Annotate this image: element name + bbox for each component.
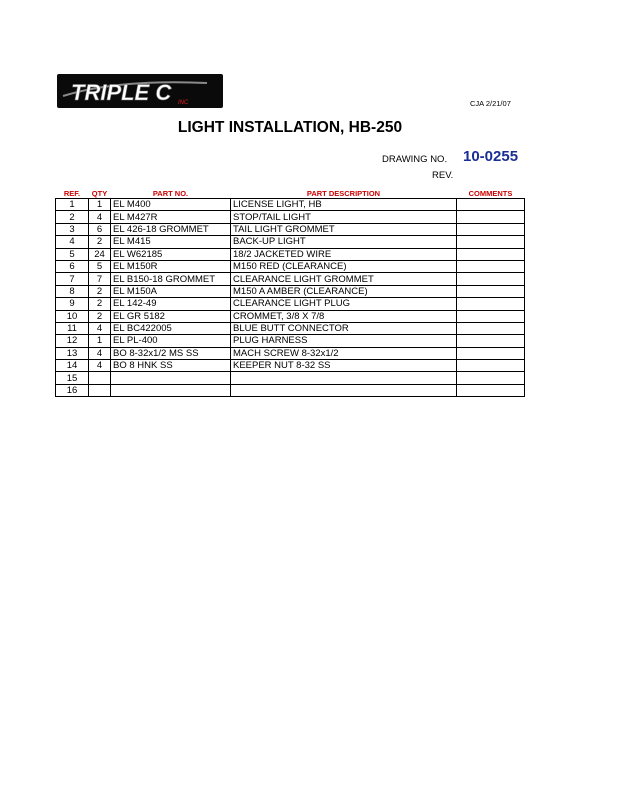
cell-comments — [457, 248, 525, 260]
logo-text: TRIPLE C — [71, 80, 172, 105]
cell-part-no: EL M400 — [111, 199, 231, 211]
cell-ref: 10 — [56, 310, 89, 322]
cell-comments — [457, 199, 525, 211]
cell-ref: 8 — [56, 285, 89, 297]
cell-qty: 4 — [89, 347, 111, 359]
table-row — [56, 347, 525, 359]
cell-qty: 1 — [89, 335, 111, 347]
column-header-comments: COMMENTS — [468, 188, 513, 198]
triple-c-logo — [57, 74, 223, 108]
page-title: LIGHT INSTALLATION, HB-250 — [177, 119, 403, 136]
cell-comments — [457, 360, 525, 372]
cell-part-no: EL 142-49 — [111, 298, 231, 310]
table-row — [56, 223, 525, 235]
drawing-number-label: DRAWING NO. — [382, 154, 448, 165]
cell-ref: 2 — [56, 211, 89, 223]
table-row — [56, 285, 525, 297]
cell-qty: 2 — [89, 310, 111, 322]
cell-ref: 5 — [56, 248, 89, 260]
cell-comments — [457, 236, 525, 248]
logo-sub-text: INC — [178, 100, 189, 106]
revision-label: REV. — [432, 170, 454, 181]
cell-qty: 4 — [89, 360, 111, 372]
cell-part-no: BO 8 HNK SS — [111, 360, 231, 372]
cell-ref: 12 — [56, 335, 89, 347]
cell-qty: 1 — [89, 199, 111, 211]
column-header-part-no: PART NO. — [152, 188, 189, 198]
cell-description: LICENSE LIGHT, HB — [231, 199, 457, 211]
table-row — [56, 211, 525, 223]
table-row — [56, 260, 525, 272]
cell-comments — [457, 347, 525, 359]
cell-part-no: EL PL-400 — [111, 335, 231, 347]
cell-ref: 6 — [56, 260, 89, 272]
table-row — [56, 273, 525, 285]
table-row — [56, 199, 525, 211]
cell-part-no — [111, 372, 231, 384]
cell-ref: 15 — [56, 372, 89, 384]
cell-ref: 4 — [56, 236, 89, 248]
table-row — [56, 248, 525, 260]
cell-qty: 6 — [89, 223, 111, 235]
cell-ref: 3 — [56, 223, 89, 235]
table-row — [56, 322, 525, 334]
cell-comments — [457, 285, 525, 297]
cell-description: CROMMET, 3/8 X 7/8 — [231, 310, 457, 322]
table-row — [56, 360, 525, 372]
drawing-number: 10-0255 — [463, 148, 519, 165]
cell-qty: 4 — [89, 322, 111, 334]
cell-description: BACK-UP LIGHT — [231, 236, 457, 248]
cell-comments — [457, 273, 525, 285]
cell-part-no: EL M150A — [111, 285, 231, 297]
table-row — [56, 236, 525, 248]
cell-comments — [457, 384, 525, 396]
cell-ref: 11 — [56, 322, 89, 334]
column-header-ref: REF. — [63, 188, 81, 198]
table-row — [56, 310, 525, 322]
table-row — [56, 298, 525, 310]
cell-qty — [89, 372, 111, 384]
author-date: CJA 2/21/07 — [470, 99, 511, 108]
cell-part-no: EL M415 — [111, 236, 231, 248]
cell-qty: 2 — [89, 236, 111, 248]
cell-comments — [457, 298, 525, 310]
cell-comments — [457, 211, 525, 223]
cell-part-no: EL 426-18 GROMMET — [111, 223, 231, 235]
cell-part-no: EL W62185 — [111, 248, 231, 260]
cell-description: M150 RED (CLEARANCE) — [231, 260, 457, 272]
cell-description — [231, 372, 457, 384]
cell-qty: 7 — [89, 273, 111, 285]
cell-qty: 2 — [89, 298, 111, 310]
cell-description: M150 A AMBER (CLEARANCE) — [231, 285, 457, 297]
cell-description: STOP/TAIL LIGHT — [231, 211, 457, 223]
cell-qty: 24 — [89, 248, 111, 260]
cell-part-no: EL B150-18 GROMMET — [111, 273, 231, 285]
cell-description: CLEARANCE LIGHT GROMMET — [231, 273, 457, 285]
cell-part-no: EL M150R — [111, 260, 231, 272]
cell-part-no: EL BC422005 — [111, 322, 231, 334]
cell-ref: 16 — [56, 384, 89, 396]
cell-description: KEEPER NUT 8-32 SS — [231, 360, 457, 372]
cell-part-no — [111, 384, 231, 396]
column-header-qty: QTY — [91, 188, 108, 198]
cell-part-no: EL GR 5182 — [111, 310, 231, 322]
cell-description: 18/2 JACKETED WIRE — [231, 248, 457, 260]
cell-description: MACH SCREW 8-32x1/2 — [231, 347, 457, 359]
cell-qty: 5 — [89, 260, 111, 272]
cell-ref: 7 — [56, 273, 89, 285]
table-row — [56, 372, 525, 384]
cell-description — [231, 384, 457, 396]
table-row — [56, 384, 525, 396]
cell-comments — [457, 223, 525, 235]
cell-ref: 1 — [56, 199, 89, 211]
cell-qty — [89, 384, 111, 396]
cell-description: TAIL LIGHT GROMMET — [231, 223, 457, 235]
cell-comments — [457, 372, 525, 384]
column-header-description: PART DESCRIPTION — [306, 188, 381, 198]
cell-part-no: EL M427R — [111, 211, 231, 223]
parts-table — [55, 188, 525, 397]
cell-ref: 14 — [56, 360, 89, 372]
cell-comments — [457, 335, 525, 347]
cell-description: PLUG HARNESS — [231, 335, 457, 347]
cell-description: BLUE BUTT CONNECTOR — [231, 322, 457, 334]
table-row — [56, 335, 525, 347]
parts-table-body — [56, 199, 525, 397]
cell-qty: 2 — [89, 285, 111, 297]
cell-qty: 4 — [89, 211, 111, 223]
cell-description: CLEARANCE LIGHT PLUG — [231, 298, 457, 310]
cell-comments — [457, 310, 525, 322]
cell-part-no: BO 8-32x1/2 MS SS — [111, 347, 231, 359]
table-header-row — [56, 188, 525, 199]
cell-ref: 9 — [56, 298, 89, 310]
cell-ref: 13 — [56, 347, 89, 359]
cell-comments — [457, 260, 525, 272]
cell-comments — [457, 322, 525, 334]
